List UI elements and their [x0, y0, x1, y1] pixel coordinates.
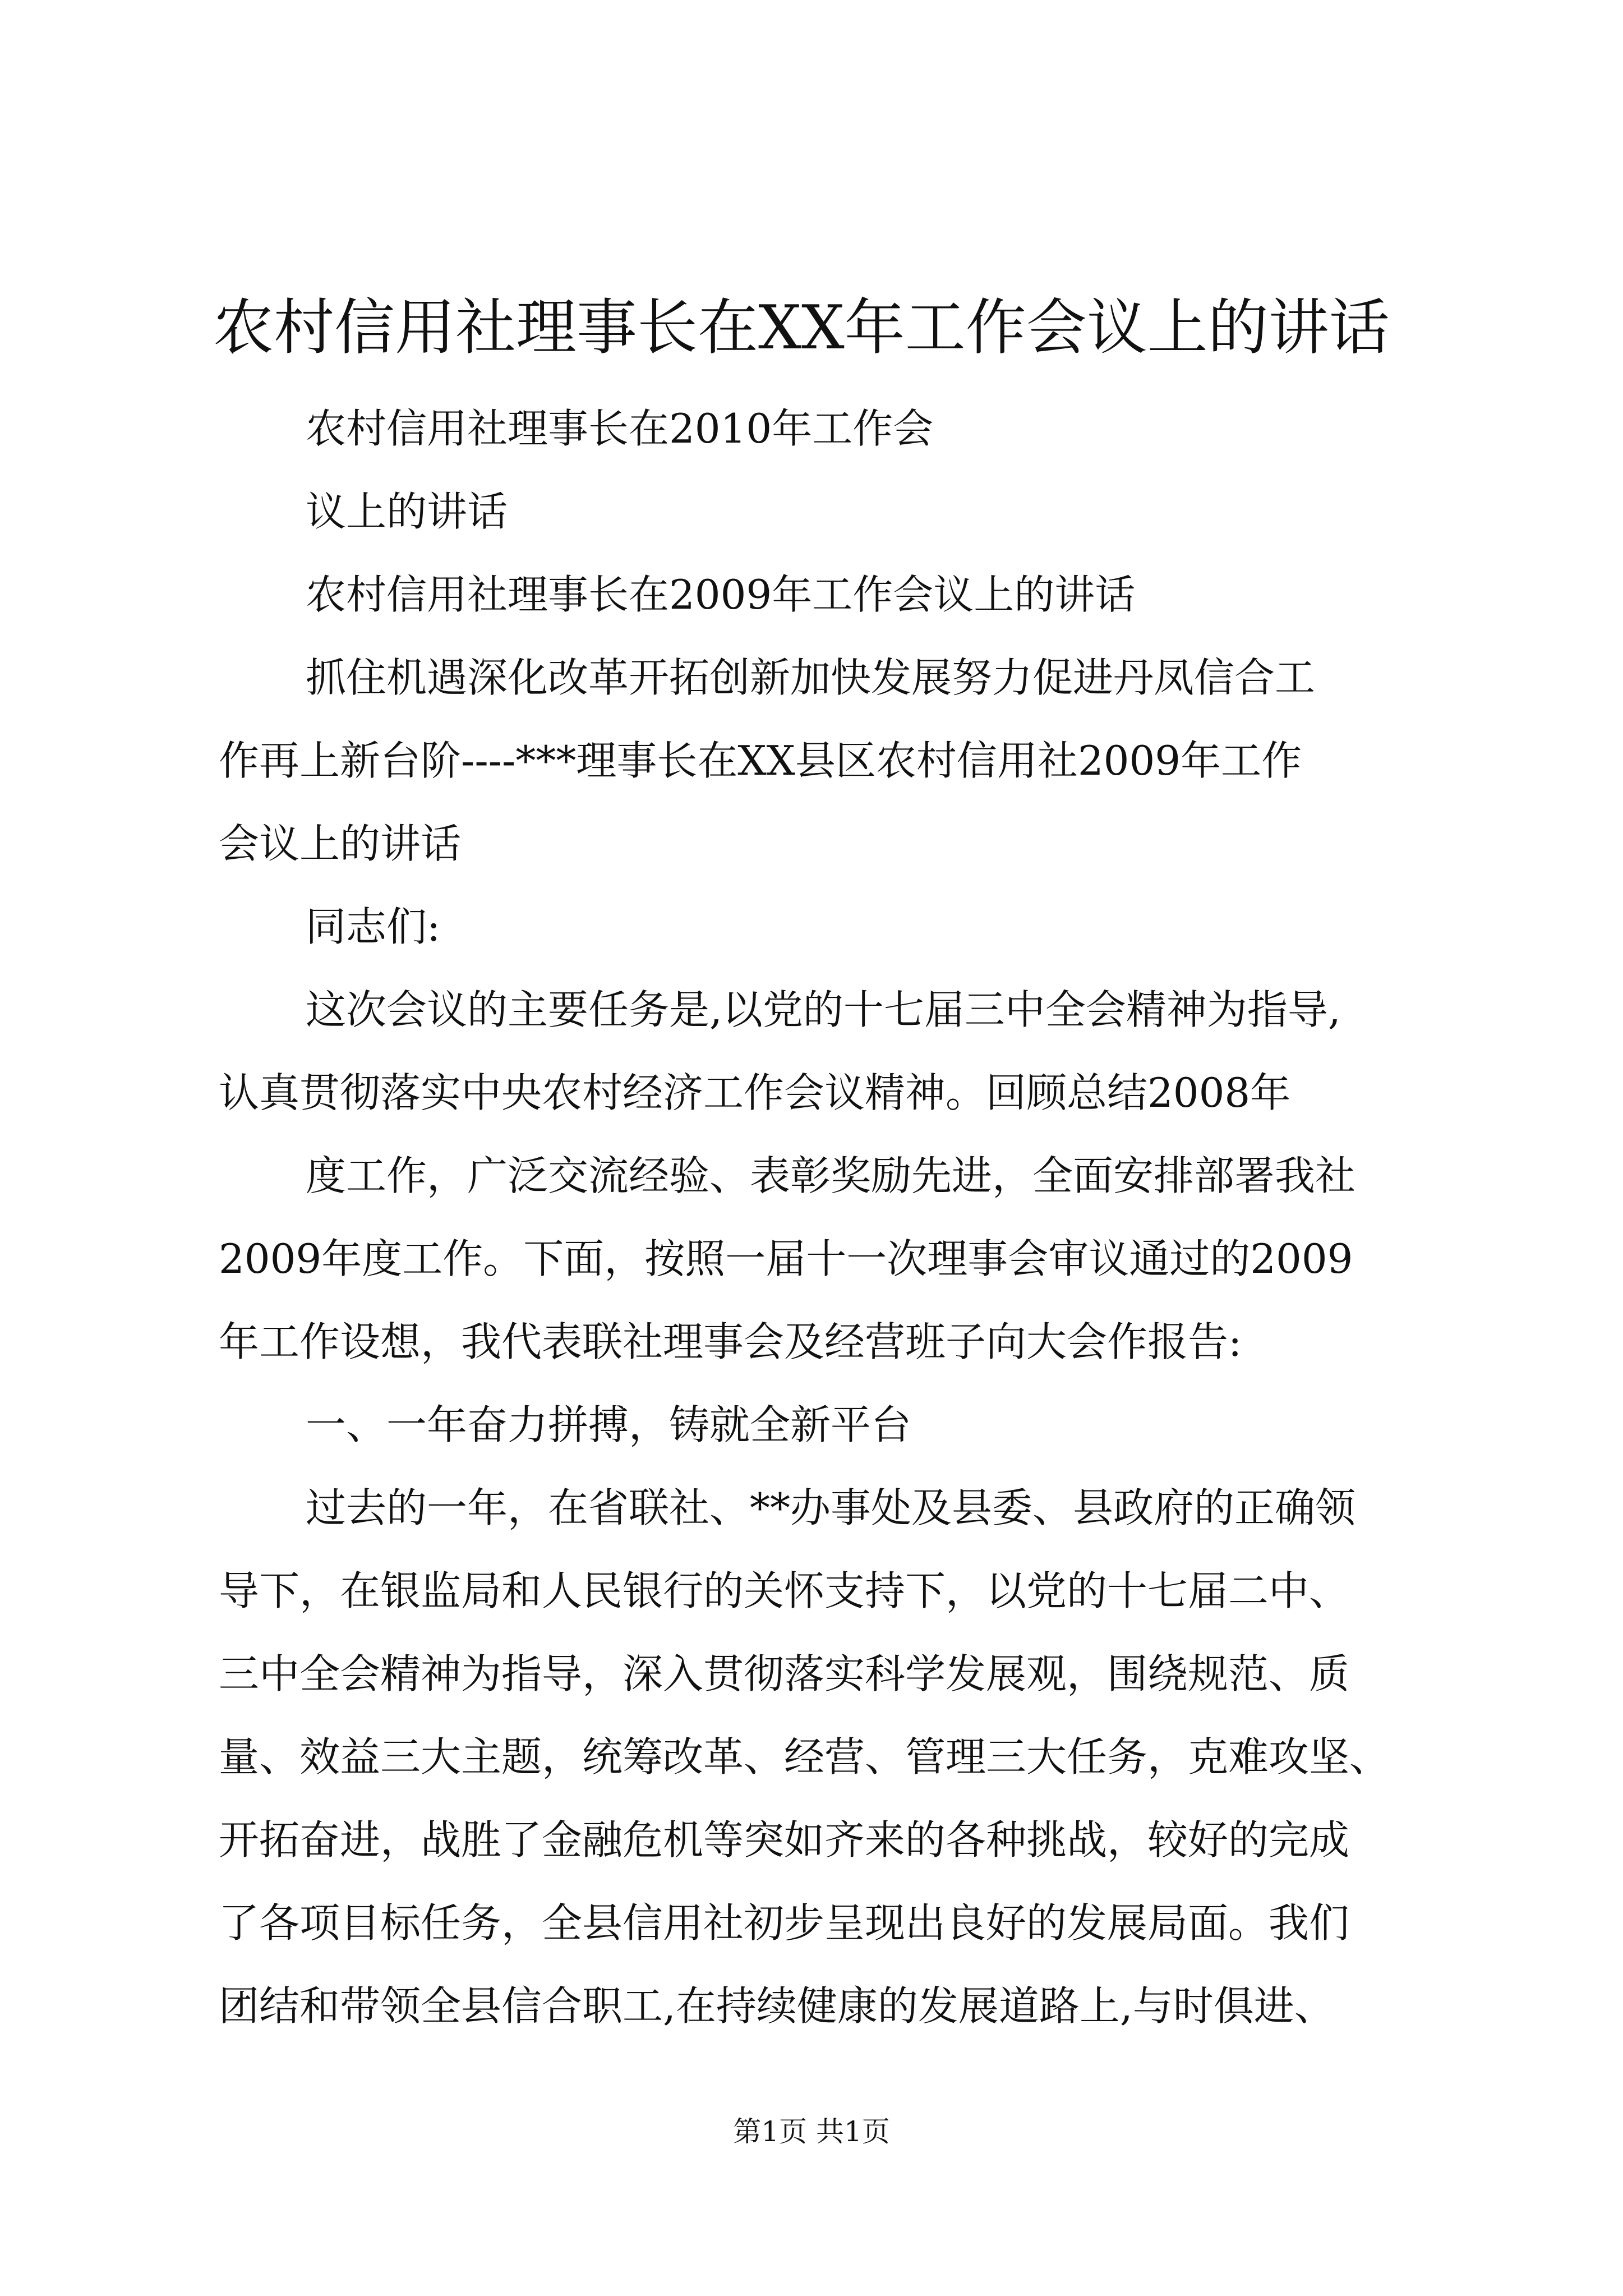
body-line: 开拓奋进，战胜了金融危机等突如齐来的各种挑战，较好的完成 [219, 1816, 1350, 1864]
body-line: 农村信用社理事长在2010年工作会 [306, 405, 934, 452]
page-footer [0, 2109, 1623, 2154]
body-line: 了各项目标任务，全县信用社初步呈现出良好的发展局面。我们 [219, 1899, 1350, 1947]
body-line: 三中全会精神为指导，深入贯彻落实科学发展观，围绕规范、质 [219, 1650, 1350, 1697]
body-line: 量、效益三大主题，统筹改革、经营、管理三大任务，克难攻坚、 [219, 1733, 1390, 1780]
body-line: 过去的一年，在省联社、**办事处及县委、县政府的正确领 [306, 1484, 1356, 1531]
body-line: 2009年度工作。下面，按照一届十一次理事会审议通过的2009 [219, 1235, 1353, 1282]
body-line: 抓住机遇深化改革开拓创新加快发展努力促进丹凤信合工 [306, 654, 1316, 701]
body-line: 作再上新台阶----***理事长在XX县区农村信用社2009年工作 [219, 737, 1302, 784]
body-line: 同志们: [306, 903, 441, 950]
document-title: 农村信用社理事长在XX年工作会议上的讲话 [213, 293, 1390, 363]
body-line: 会议上的讲话 [219, 820, 462, 867]
body-line: 农村信用社理事长在2009年工作会议上的讲话 [306, 571, 1136, 618]
body-line: 议上的讲话 [306, 488, 508, 535]
body-line: 导下，在银监局和人民银行的关怀支持下，以党的十七届二中、 [219, 1567, 1350, 1614]
body-line: 团结和带领全县信合职工,在持续健康的发展道路上,与时俱进、 [219, 1982, 1335, 2030]
document-body [219, 387, 1424, 2047]
body-line: 度工作，广泛交流经验、表彰奖励先进，全面安排部署我社 [306, 1152, 1356, 1199]
page-number: 第1页 共1页 [733, 2115, 890, 2148]
body-line: 年工作设想，我代表联社理事会及经营班子向大会作报告: [219, 1318, 1242, 1365]
body-line: 这次会议的主要任务是,以党的十七届三中全会精神为指导, [306, 986, 1341, 1033]
body-line: 认真贯彻落实中央农村经济工作会议精神。回顾总结2008年 [219, 1069, 1291, 1116]
body-line: 一、一年奋力拼搏，铸就全新平台 [306, 1401, 912, 1448]
